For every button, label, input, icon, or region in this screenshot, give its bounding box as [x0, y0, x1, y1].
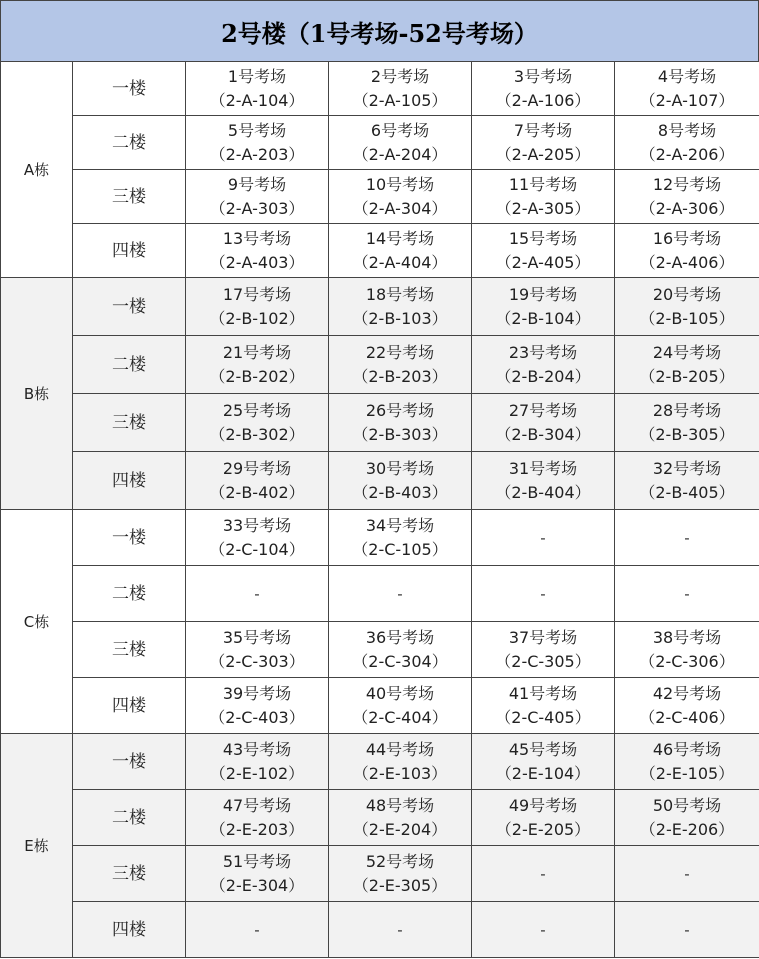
- room-name: 27号考场: [508, 400, 578, 420]
- room-name: 1号考场: [227, 66, 287, 86]
- empty-room-dash: -: [684, 584, 690, 603]
- room-code: （2-B-204）: [495, 366, 591, 386]
- room-cell: [472, 62, 615, 116]
- room-cell: [186, 170, 329, 224]
- room-cell: [472, 846, 615, 902]
- room-cell: [472, 902, 615, 958]
- room-cell: [329, 790, 472, 846]
- room-code: （2-B-402）: [209, 482, 305, 502]
- floor-label: 一楼: [73, 734, 186, 790]
- room-cell: [186, 622, 329, 678]
- empty-room-dash: -: [254, 584, 260, 603]
- room-cell: [615, 566, 759, 622]
- room-code: （2-C-306）: [639, 651, 735, 671]
- table-row: [1, 846, 759, 902]
- room-cell: [472, 394, 615, 452]
- room-cell: [615, 224, 759, 278]
- table-row: [1, 278, 759, 336]
- room-name: 41号考场: [508, 683, 578, 703]
- room-name: 4号考场: [657, 66, 717, 86]
- room-name: 42号考场: [652, 683, 722, 703]
- room-cell: [472, 170, 615, 224]
- room-cell: [615, 790, 759, 846]
- room-code: （2-C-405）: [495, 707, 591, 727]
- room-name: 5号考场: [227, 120, 287, 140]
- table-row: [1, 734, 759, 790]
- room-code: （2-E-105）: [639, 763, 735, 783]
- room-cell: [186, 394, 329, 452]
- room-code: （2-C-303）: [209, 651, 305, 671]
- room-code: （2-C-304）: [352, 651, 448, 671]
- empty-room-dash: -: [540, 920, 546, 939]
- room-name: 49号考场: [508, 795, 578, 815]
- room-code: （2-B-404）: [495, 482, 591, 502]
- room-code: （2-E-102）: [209, 763, 305, 783]
- room-name: 29号考场: [222, 458, 292, 478]
- room-cell: [186, 790, 329, 846]
- room-cell: [615, 62, 759, 116]
- room-cell: [472, 734, 615, 790]
- room-name: 16号考场: [652, 228, 722, 248]
- room-name: 12号考场: [652, 174, 722, 194]
- page-title: 2号楼（1号考场-52号考场）: [0, 0, 759, 62]
- room-name: 2号考场: [370, 66, 430, 86]
- room-cell: [186, 62, 329, 116]
- room-name: 7号考场: [513, 120, 573, 140]
- room-cell: [329, 734, 472, 790]
- room-code: （2-E-103）: [352, 763, 448, 783]
- room-code: （2-E-304）: [209, 875, 305, 895]
- floor-label: 四楼: [73, 224, 186, 278]
- room-name: 40号考场: [365, 683, 435, 703]
- room-code: （2-B-405）: [639, 482, 735, 502]
- floor-label: 二楼: [73, 566, 186, 622]
- room-name: 21号考场: [222, 342, 292, 362]
- room-cell: [615, 452, 759, 510]
- room-cell: [615, 902, 759, 958]
- empty-room-dash: -: [254, 920, 260, 939]
- room-cell: [472, 336, 615, 394]
- room-code: （2-A-405）: [495, 252, 591, 272]
- table-row: [1, 336, 759, 394]
- room-name: 36号考场: [365, 627, 435, 647]
- room-name: 28号考场: [652, 400, 722, 420]
- room-cell: [186, 734, 329, 790]
- room-cell: [615, 116, 759, 170]
- room-name: 52号考场: [365, 851, 435, 871]
- floor-label: 三楼: [73, 394, 186, 452]
- room-name: 17号考场: [222, 284, 292, 304]
- room-cell: [615, 734, 759, 790]
- room-cell: [615, 336, 759, 394]
- room-name: 32号考场: [652, 458, 722, 478]
- room-name: 20号考场: [652, 284, 722, 304]
- room-code: （2-A-206）: [639, 144, 735, 164]
- room-name: 43号考场: [222, 739, 292, 759]
- room-name: 34号考场: [365, 515, 435, 535]
- room-code: （2-C-104）: [209, 539, 305, 559]
- room-code: （2-A-306）: [639, 198, 735, 218]
- room-name: 9号考场: [227, 174, 287, 194]
- table-row: [1, 902, 759, 958]
- room-code: （2-A-304）: [352, 198, 448, 218]
- building-label: C栋: [1, 510, 73, 734]
- empty-room-dash: -: [540, 864, 546, 883]
- room-cell: [186, 678, 329, 734]
- room-code: （2-A-203）: [209, 144, 305, 164]
- room-name: 6号考场: [370, 120, 430, 140]
- room-cell: [186, 336, 329, 394]
- room-name: 23号考场: [508, 342, 578, 362]
- empty-room-dash: -: [397, 920, 403, 939]
- room-code: （2-A-106）: [495, 90, 591, 110]
- table-row: [1, 116, 759, 170]
- empty-room-dash: -: [684, 528, 690, 547]
- room-code: （2-A-403）: [209, 252, 305, 272]
- room-code: （2-B-302）: [209, 424, 305, 444]
- room-cell: [329, 846, 472, 902]
- table-row: [1, 566, 759, 622]
- room-code: （2-C-305）: [495, 651, 591, 671]
- room-name: 51号考场: [222, 851, 292, 871]
- room-cell: [615, 510, 759, 566]
- floor-label: 二楼: [73, 336, 186, 394]
- room-name: 33号考场: [222, 515, 292, 535]
- room-name: 22号考场: [365, 342, 435, 362]
- room-cell: [329, 452, 472, 510]
- room-code: （2-B-403）: [352, 482, 448, 502]
- room-cell: [186, 566, 329, 622]
- room-code: （2-A-205）: [495, 144, 591, 164]
- room-cell: [472, 224, 615, 278]
- room-name: 8号考场: [657, 120, 717, 140]
- room-cell: [472, 790, 615, 846]
- table-row: [1, 622, 759, 678]
- room-name: 11号考场: [508, 174, 578, 194]
- floor-label: 三楼: [73, 622, 186, 678]
- room-cell: [615, 622, 759, 678]
- room-name: 25号考场: [222, 400, 292, 420]
- room-cell: [615, 394, 759, 452]
- room-name: 39号考场: [222, 683, 292, 703]
- room-code: （2-E-204）: [352, 819, 448, 839]
- room-name: 37号考场: [508, 627, 578, 647]
- room-cell: [329, 902, 472, 958]
- room-code: （2-B-104）: [495, 308, 591, 328]
- room-code: （2-B-303）: [352, 424, 448, 444]
- table-row: [1, 170, 759, 224]
- room-cell: [186, 278, 329, 336]
- room-code: （2-C-404）: [352, 707, 448, 727]
- room-cell: [329, 394, 472, 452]
- empty-room-dash: -: [397, 584, 403, 603]
- room-cell: [615, 846, 759, 902]
- room-name: 15号考场: [508, 228, 578, 248]
- room-code: （2-B-105）: [639, 308, 735, 328]
- room-code: （2-A-305）: [495, 198, 591, 218]
- room-code: （2-B-202）: [209, 366, 305, 386]
- room-code: （2-B-305）: [639, 424, 735, 444]
- room-code: （2-B-102）: [209, 308, 305, 328]
- room-cell: [472, 116, 615, 170]
- room-code: （2-C-403）: [209, 707, 305, 727]
- room-code: （2-B-103）: [352, 308, 448, 328]
- room-code: （2-A-107）: [639, 90, 735, 110]
- table-row: [1, 394, 759, 452]
- room-cell: [472, 510, 615, 566]
- room-cell: [329, 224, 472, 278]
- room-code: （2-C-105）: [352, 539, 448, 559]
- room-code: （2-A-104）: [209, 90, 305, 110]
- room-name: 35号考场: [222, 627, 292, 647]
- room-name: 19号考场: [508, 284, 578, 304]
- floor-label: 一楼: [73, 278, 186, 336]
- room-code: （2-A-404）: [352, 252, 448, 272]
- room-name: 31号考场: [508, 458, 578, 478]
- floor-label: 二楼: [73, 116, 186, 170]
- room-name: 50号考场: [652, 795, 722, 815]
- room-code: （2-A-406）: [639, 252, 735, 272]
- room-code: （2-A-204）: [352, 144, 448, 164]
- room-code: （2-C-406）: [639, 707, 735, 727]
- room-cell: [329, 510, 472, 566]
- room-cell: [329, 678, 472, 734]
- room-name: 30号考场: [365, 458, 435, 478]
- room-cell: [329, 116, 472, 170]
- room-cell: [186, 116, 329, 170]
- room-cell: [329, 62, 472, 116]
- floor-label: 三楼: [73, 846, 186, 902]
- room-cell: [186, 846, 329, 902]
- empty-room-dash: -: [684, 864, 690, 883]
- room-name: 10号考场: [365, 174, 435, 194]
- empty-room-dash: -: [540, 528, 546, 547]
- room-code: （2-E-206）: [639, 819, 735, 839]
- room-name: 46号考场: [652, 739, 722, 759]
- room-code: （2-B-203）: [352, 366, 448, 386]
- floor-label: 一楼: [73, 510, 186, 566]
- room-code: （2-E-205）: [495, 819, 591, 839]
- room-cell: [186, 510, 329, 566]
- room-cell: [615, 678, 759, 734]
- room-code: （2-E-104）: [495, 763, 591, 783]
- floor-label: 四楼: [73, 452, 186, 510]
- room-name: 44号考场: [365, 739, 435, 759]
- room-cell: [472, 678, 615, 734]
- floor-label: 四楼: [73, 678, 186, 734]
- room-name: 26号考场: [365, 400, 435, 420]
- room-name: 3号考场: [513, 66, 573, 86]
- floor-label: 四楼: [73, 902, 186, 958]
- room-cell: [472, 622, 615, 678]
- room-code: （2-B-205）: [639, 366, 735, 386]
- room-name: 48号考场: [365, 795, 435, 815]
- empty-room-dash: -: [540, 584, 546, 603]
- room-name: 38号考场: [652, 627, 722, 647]
- room-cell: [329, 566, 472, 622]
- room-cell: [329, 170, 472, 224]
- table-row: [1, 510, 759, 566]
- room-name: 14号考场: [365, 228, 435, 248]
- room-cell: [615, 170, 759, 224]
- table-row: [1, 224, 759, 278]
- room-name: 24号考场: [652, 342, 722, 362]
- room-cell: [186, 902, 329, 958]
- room-cell: [329, 278, 472, 336]
- room-code: （2-A-105）: [352, 90, 448, 110]
- room-cell: [329, 622, 472, 678]
- floor-label: 一楼: [73, 62, 186, 116]
- room-name: 18号考场: [365, 284, 435, 304]
- table-row: [1, 790, 759, 846]
- room-cell: [329, 336, 472, 394]
- table-row: [1, 452, 759, 510]
- room-code: （2-B-304）: [495, 424, 591, 444]
- room-cell: [186, 224, 329, 278]
- room-cell: [472, 452, 615, 510]
- building-label: A栋: [1, 62, 73, 278]
- empty-room-dash: -: [684, 920, 690, 939]
- room-cell: [472, 278, 615, 336]
- floor-label: 三楼: [73, 170, 186, 224]
- building-label: E栋: [1, 734, 73, 958]
- room-name: 47号考场: [222, 795, 292, 815]
- table-row: [1, 678, 759, 734]
- room-code: （2-E-203）: [209, 819, 305, 839]
- room-name: 45号考场: [508, 739, 578, 759]
- building-label: B栋: [1, 278, 73, 510]
- room-cell: [615, 278, 759, 336]
- floor-label: 二楼: [73, 790, 186, 846]
- room-cell: [186, 452, 329, 510]
- room-code: （2-A-303）: [209, 198, 305, 218]
- room-name: 13号考场: [222, 228, 292, 248]
- table-row: [1, 62, 759, 116]
- room-cell: [472, 566, 615, 622]
- room-code: （2-E-305）: [352, 875, 448, 895]
- exam-room-table: [0, 61, 759, 958]
